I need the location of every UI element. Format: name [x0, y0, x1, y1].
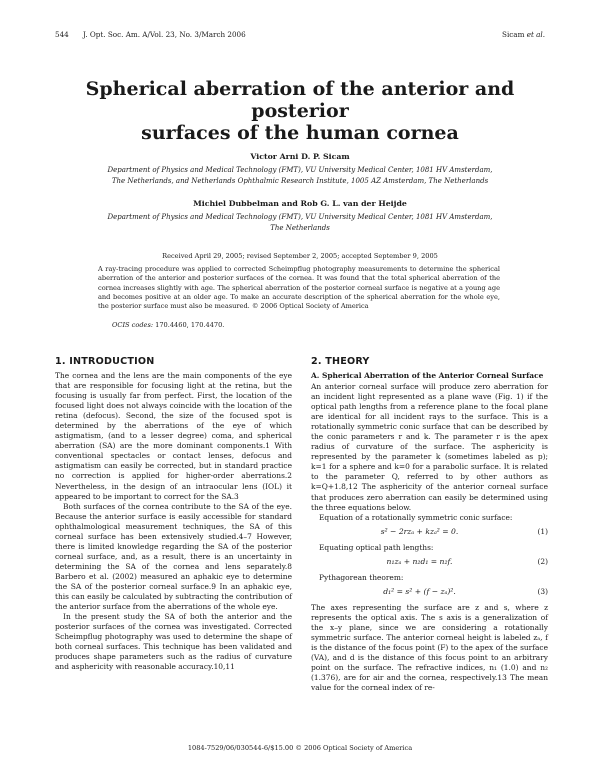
title-line-2: surfaces of the human cornea — [141, 122, 459, 144]
column-left — [55, 356, 292, 672]
page-number: 544 — [55, 30, 69, 39]
section-heading-introduction: 1. INTRODUCTION — [55, 356, 155, 367]
intro-paragraph-2: Both surfaces of the cornea contribute to the SA of the eye. Because the anterior surface is easily accessible for standard ophthalmological measurement techniques, the SA of this corneal surface has been extensively studied.4–7 However, there is limited knowledge regarding the SA of the posterior corneal surface, and, as a result, there is an uncertainty in determining the SA of the cornea and lens separately.8 Barbero et al. (2002) measured an aphakic eye to determine the SA of the posterior corneal surface.9 In an aphakic eye, this can easily be calculated by subtracting the contribution of the anterior surface from the aberrations of the whole eye. — [55, 501, 292, 612]
theory-paragraph-2: The axes representing the surface are z and s, where z represents the optical axis. The s axis is a generalization of the x–y plane, since we are considering a rotationally symmetric surface. The anterior corneal height is labeled zₐ, f is the distance of the focus point (F) to the apex of the surface (VA), and d is the distance of this focus point to an arbitrary point on the surface. The refractive indices, n₁ (1.0) and n₂ (1.376), are for air and the cornea, respectively.13 The mean value for the corneal index of re- — [311, 602, 548, 693]
ocis-codes: OCIS codes: 170.4460, 170.4470. — [112, 321, 225, 329]
running-authors: Sicam et al. — [502, 30, 545, 39]
subsection-heading: A. Spherical Aberration of the Anterior Corneal Surface — [311, 371, 544, 380]
equation-3-label: Pythagorean theorem: — [319, 572, 404, 582]
affiliation-2: Department of Physics and Medical Technology (FMT), VU University Medical Center, 1081 HV Amsterdam, The Netherlands — [107, 213, 493, 232]
equation-3-number: (3) — [537, 586, 548, 596]
running-head — [55, 30, 545, 42]
title-line-1: Spherical aberration of the anterior and posterior — [85, 78, 515, 122]
intro-paragraph-3: In the present study the SA of both the anterior and the posterior surfaces of the cornea was investigated. Corrected Scheimpflug photography was used to determine the shape of both corneal surfaces. This technique has been validated and produces shape parameters such as the radius of curvature and asphericity with reasonable accuracy.10,11 — [55, 612, 292, 672]
equation-3-body: d₁² = s² + (f − zₐ)². — [383, 586, 456, 596]
equation-2-label: Equating optical path lengths: — [319, 542, 434, 552]
equation-1-number: (1) — [537, 526, 548, 536]
column-right — [311, 356, 548, 693]
equation-3 — [311, 584, 548, 602]
received-dates: Received April 29, 2005; revised September 2, 2005; accepted September 9, 2005 — [162, 252, 438, 260]
author-name-1: Victor Arni D. P. Sicam — [250, 152, 350, 161]
affiliation-1: Department of Physics and Medical Technology (FMT), VU University Medical Center, 1081 HV Amsterdam, The Netherlands, and Netherlands Ophthalmic Research Institute, 1005 AZ Amsterdam, The Netherlands — [107, 166, 493, 185]
section-heading-theory: 2. THEORY — [311, 356, 370, 367]
author-name-2: Michiel Dubbelman and Rob G. L. van der Heijde — [193, 199, 407, 208]
equation-2-body: n₁zₐ + n₂d₁ = n₂f. — [386, 556, 453, 566]
theory-paragraph-1: An anterior corneal surface will produce zero aberration for an incident light represented as a plane wave (Fig. 1) if the optical path lengths from a reference plane to the focal plane are identical for all incident rays to the surface. This is a rotationally symmetric conic surface that can be described by the conic parameters r and k. The parameter r is the apex radius of curvature of the surface. The asphericity is represented by the parameter k (sometimes labeled as p); k=1 for a sphere and k=0 for a parabolic surface. It is related to the parameter Q, referred to by other authors as k=Q+1.8,12 The asphericity of the anterior corneal surface that produces zero aberration can easily be determined using the three equations below. — [311, 382, 548, 512]
abstract: A ray-tracing procedure was applied to corrected Scheimpflug photography measurements to determine the spherical aberration of the anterior and posterior surfaces of the cornea. It was found that the total spherical aberration of the cornea increases slightly with age. The spherical aberration of the posterior corneal surface is negative at a young age and becomes positive at an older age. To make an accurate description of the spherical aberration for the whole eye, the posterior surface must also be measured. © 2006 Optical Society of America — [98, 265, 500, 311]
journal-citation: J. Opt. Soc. Am. A/Vol. 23, No. 3/March 2006 — [83, 30, 246, 39]
article-title — [40, 78, 560, 144]
equation-2-number: (2) — [537, 556, 548, 566]
equation-1-body: s² − 2rzₐ + kzₐ² = 0. — [380, 526, 459, 536]
copyright-footer: 1084-7529/06/030544-6/$15.00 © 2006 Optical Society of America — [187, 744, 413, 752]
equation-1 — [311, 524, 548, 542]
equation-2 — [311, 554, 548, 572]
intro-paragraph-1: The cornea and the lens are the main components of the eye that are responsible for focusing light at the retina, but the focusing is usually far from perfect. First, the location of the focused light does not always coincide with the location of the retina (defocus). Second, the size of the focused spot is determined by the aberrations of the eye of which astigmatism, (and to a lesser degree) coma, and spherical aberration (SA) are the more dominant components.1 With conventional spectacles or contact lenses, defocus and astigmatism can easily be corrected, but in standard practice no correction is applied for higher-order aberrations.2 Nevertheless, in the design of an intraocular lens (IOL) it appeared to be important to correct for the SA.3 — [55, 371, 292, 501]
equation-1-label: Equation of a rotationally symmetric conic surface: — [319, 512, 513, 522]
